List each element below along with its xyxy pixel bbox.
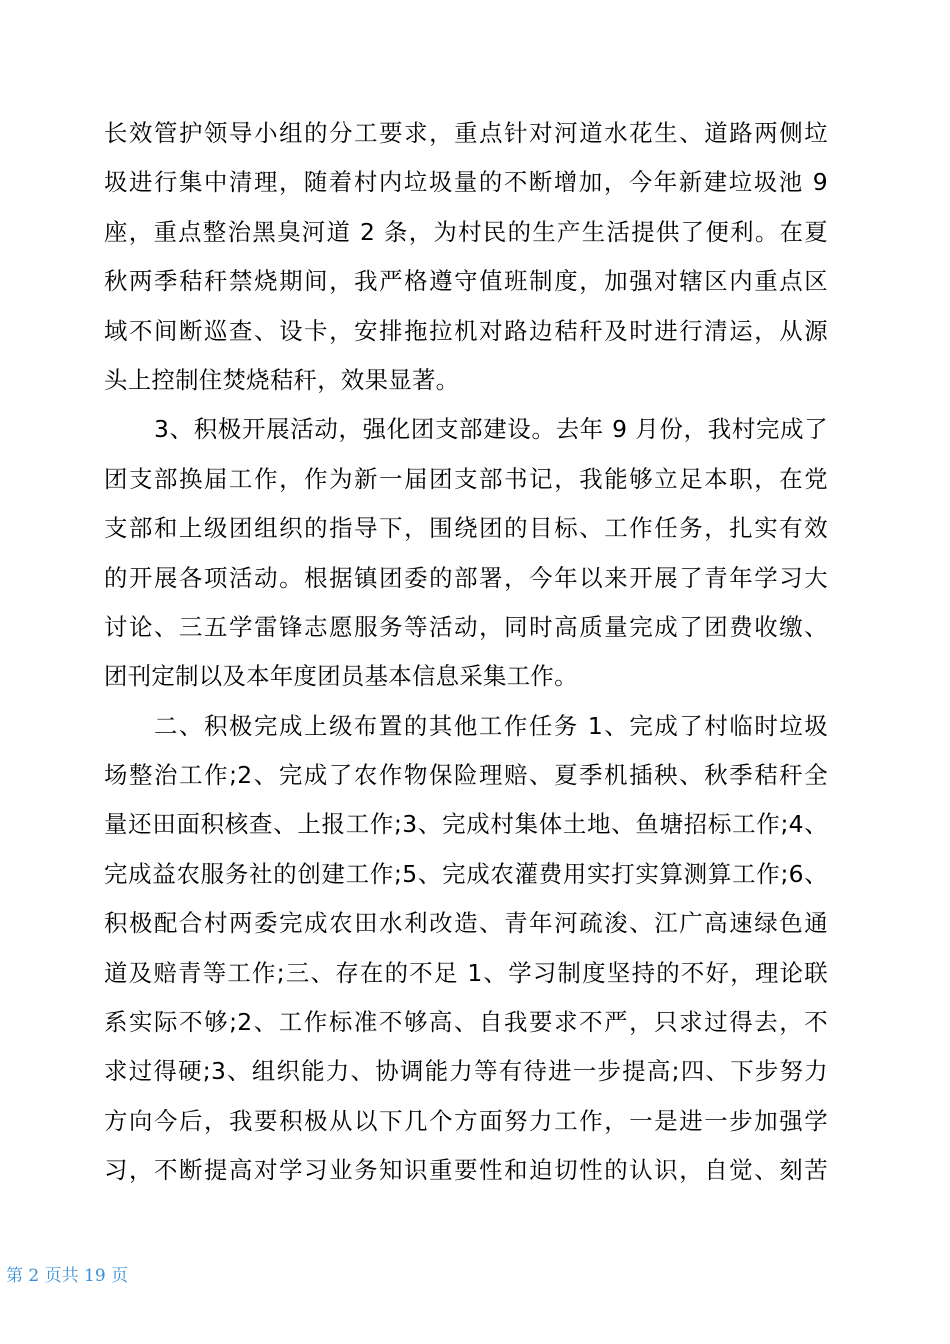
- text-line: 头上控制住焚烧秸秆，效果显著。: [104, 365, 460, 394]
- text-line: 完成益农服务社的创建工作;5、完成农灌费用实打实算测算工作;6、: [104, 859, 828, 888]
- text-line: 求过得硬;3、组织能力、协调能力等有待进一步提高;四、下步努力: [104, 1057, 828, 1086]
- text-line: 圾进行集中清理，随着村内垃圾量的不断增加，今年新建垃圾池 9: [104, 168, 828, 197]
- text-line: 团刊定制以及本年度团员基本信息采集工作。: [104, 662, 578, 691]
- page-indicator: 第 2 页共 19 页: [6, 1266, 129, 1286]
- text-line: 3、积极开展活动，强化团支部建设。去年 9 月份，我村完成了: [154, 415, 828, 444]
- text-line: 座，重点整治黑臭河道 2 条，为村民的生产生活提供了便利。在夏: [104, 217, 828, 246]
- text-line: 方向今后，我要积极从以下几个方面努力工作，一是进一步加强学: [104, 1106, 828, 1135]
- text-line: 二、积极完成上级布置的其他工作任务 1、完成了村临时垃圾: [154, 711, 828, 740]
- text-line: 团支部换届工作，作为新一届团支部书记，我能够立足本职，在党: [104, 464, 828, 493]
- text-line: 道及赔青等工作;三、存在的不足 1、学习制度坚持的不好，理论联: [104, 958, 828, 987]
- text-line: 系实际不够;2、工作标准不够高、自我要求不严，只求过得去，不: [104, 1008, 828, 1037]
- text-line: 的开展各项活动。根据镇团委的部署，今年以来开展了青年学习大: [104, 563, 828, 592]
- text-line: 支部和上级团组织的指导下，围绕团的目标、工作任务，扎实有效: [104, 514, 828, 543]
- text-line: 场整治工作;2、完成了农作物保险理赔、夏季机插秧、秋季秸秆全: [104, 761, 828, 790]
- text-line: 长效管护领导小组的分工要求，重点针对河道水花生、道路两侧垃: [104, 119, 828, 147]
- text-line: 域不间断巡查、设卡，安排拖拉机对路边秸秆及时进行清运，从源: [104, 316, 828, 345]
- text-line: 讨论、三五学雷锋志愿服务等活动，同时高质量完成了团费收缴、: [104, 612, 828, 641]
- document-body: [104, 109, 828, 1196]
- text-line: 秋两季秸秆禁烧期间，我严格遵守值班制度，加强对辖区内重点区: [104, 267, 828, 296]
- text-line: 习，不断提高对学习业务知识重要性和迫切性的认识，自觉、刻苦: [104, 1156, 828, 1185]
- text-line: 积极配合村两委完成农田水利改造、青年河疏浚、江广高速绿色通: [104, 909, 828, 938]
- text-line: 量还田面积核查、上报工作;3、完成村集体土地、鱼塘招标工作;4、: [104, 810, 828, 839]
